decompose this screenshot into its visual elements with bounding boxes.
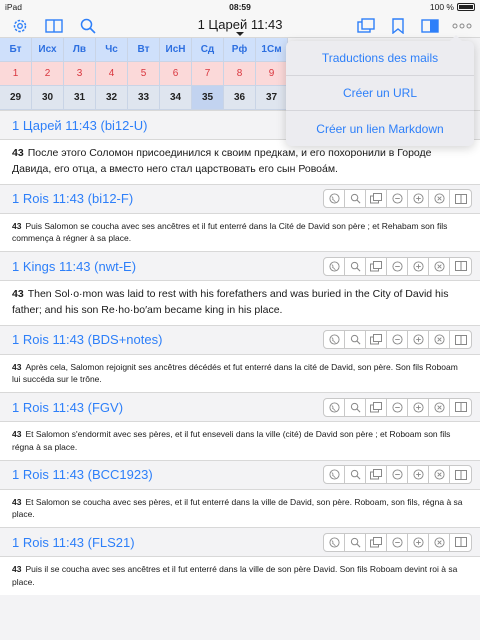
translation-tools [323,257,472,276]
bookmark-icon[interactable] [388,16,408,36]
parallel-view-icon[interactable] [366,190,387,207]
device-name: iPad [5,2,23,12]
book-cell[interactable]: Лв [64,38,96,62]
globe-icon[interactable] [324,190,345,207]
verse-number: 43 [12,288,24,300]
verse-text [0,490,480,528]
verse-text [0,557,480,595]
settings-gear-icon[interactable] [10,16,30,36]
translation-title[interactable]: 1 Rois 11:43 (bi12-F) [12,191,134,206]
plus-icon[interactable] [408,190,429,207]
chapter-cell[interactable]: 7 [192,62,224,86]
book-icon[interactable] [450,466,471,483]
parallel-view-icon[interactable] [366,331,387,348]
chapter-cell[interactable]: 2 [32,62,64,86]
verse-body: Et Salomon se coucha avec ses pères, et il fut enterré dans la ville de David, son père. Roboam, son fils, régna à sa place. [12,496,463,520]
verse-number: 43 [12,220,22,231]
search-icon[interactable] [345,534,366,551]
minus-icon[interactable] [387,399,408,416]
translation-title[interactable]: 1 Kings 11:43 (nwt-E) [12,258,137,274]
parallel-view-icon[interactable] [366,258,387,275]
plus-icon[interactable] [408,466,429,483]
verse-number: 43 [12,147,24,159]
translation-header[interactable] [0,527,480,557]
book-cell[interactable]: Сд [192,38,224,62]
plus-icon[interactable] [408,331,429,348]
menu-item-create-markdown-link[interactable]: Créer un lien Markdown [316,121,444,136]
book-icon[interactable] [450,190,471,207]
verse-text [0,214,480,252]
translation-title[interactable]: 1 Rois 11:43 (FGV) [12,399,124,415]
plus-icon[interactable] [408,258,429,275]
search-icon[interactable] [345,466,366,483]
verse-body: Puis il se coucha avec ses ancêtres et il fut enterré dans la ville de son père David. Son fils Roboam devint roi à sa place. [12,564,458,587]
verse-body: После этого Соломон присоединился к своим предкам, и его похоронили в Городе Давида, его отца, а вместо него стал царствовать его сын Ровоа́м. [12,147,432,175]
battery-icon [457,3,475,11]
book-icon[interactable] [450,331,471,348]
translations-list [0,110,480,595]
chapter-cell[interactable]: 5 [128,62,160,86]
chapter-cell[interactable]: 33 [128,86,160,110]
chapter-cell[interactable]: 31 [64,86,96,110]
verse-text [0,281,480,325]
globe-icon[interactable] [324,399,345,416]
translation-tools [323,533,472,552]
parallel-view-icon[interactable] [366,399,387,416]
translation-title[interactable]: 1 Rois 11:43 (FLS21) [12,534,135,550]
parallel-view-icon[interactable] [356,16,376,36]
minus-icon[interactable] [387,190,408,207]
globe-icon[interactable] [324,534,345,551]
close-icon[interactable] [429,399,450,416]
top-toolbar [0,14,480,38]
verse-number: 43 [12,361,22,372]
book-cell[interactable]: Чс [96,38,128,62]
globe-icon[interactable] [324,466,345,483]
verse-text [0,140,480,184]
parallel-view-icon[interactable] [366,534,387,551]
minus-icon[interactable] [387,466,408,483]
translation-tools [323,330,472,349]
menu-item-create-url[interactable]: Créer un URL [286,76,474,111]
chapter-cell[interactable]: 30 [32,86,64,110]
chapter-cell[interactable]: 32 [96,86,128,110]
close-icon[interactable] [429,331,450,348]
verse-text [0,422,480,460]
chevron-down-icon [236,32,244,36]
globe-icon[interactable] [324,331,345,348]
verse-body: Then Sol·o·mon was laid to rest with his forefathers and was buried in the City of David his father; and his son Re·ho·bo′am became king in his place. [12,288,449,316]
search-icon[interactable] [345,258,366,275]
book-icon[interactable] [44,16,64,36]
more-options-icon[interactable] [452,16,472,36]
close-icon[interactable] [429,534,450,551]
book-icon[interactable] [450,399,471,416]
translation-header[interactable] [0,392,480,422]
status-bar [0,0,480,14]
plus-icon[interactable] [408,399,429,416]
chapter-cell[interactable]: 1 [0,62,32,86]
verse-text [0,355,480,393]
globe-icon[interactable] [324,258,345,275]
chapter-cell[interactable]: 34 [160,86,192,110]
chapter-cell[interactable]: 35 [192,86,224,110]
book-icon[interactable] [450,258,471,275]
book-cell[interactable]: Исх [32,38,64,62]
chapter-cell[interactable]: 3 [64,62,96,86]
translation-header[interactable] [0,460,480,490]
close-icon[interactable] [429,258,450,275]
chapter-cell[interactable]: 9 [256,62,288,86]
book-cell[interactable]: Рф [224,38,256,62]
verse-number: 43 [12,564,22,574]
share-menu [286,41,474,146]
chapter-cell[interactable]: 36 [224,86,256,110]
minus-icon[interactable] [387,258,408,275]
translation-header[interactable] [0,184,480,214]
parallel-view-icon[interactable] [366,466,387,483]
translation-title[interactable]: 1 Царей 11:43 (bi12-U) [12,117,148,133]
translation-tools [323,189,472,208]
search-icon[interactable] [345,399,366,416]
plus-icon[interactable] [408,534,429,551]
menu-item-translations-mail[interactable]: Traductions des mails [286,41,474,76]
book-icon[interactable] [450,534,471,551]
reading-plan-icon[interactable] [420,16,440,36]
battery-percent: 100 % [429,2,454,12]
search-icon[interactable] [345,190,366,207]
chapter-cell[interactable]: 29 [0,86,32,110]
book-cell[interactable]: Вт [128,38,160,62]
translation-header[interactable] [0,325,480,355]
chapter-cell[interactable]: 6 [160,62,192,86]
verse-body: Après cela, Salomon rejoignit ses ancêtres décédés et fut enterré dans la cité de David, son père. Son fils Roboam lui succéda sur le trône. [12,361,458,385]
book-cell[interactable]: Бт [0,38,32,62]
chapter-cell[interactable]: 37 [256,86,288,110]
search-icon[interactable] [78,16,98,36]
book-cell[interactable]: ИсН [160,38,192,62]
verse-number: 43 [12,496,22,507]
verse-body: Et Salomon s'endormit avec ses pères, et il fut enseveli dans la ville (cité) de David son père ; et Roboam son fils régna à sa place. [12,429,451,452]
clock: 08:59 [229,2,251,12]
book-cell[interactable]: 1См [256,38,288,62]
chapter-cell[interactable]: 8 [224,62,256,86]
reference-title-text: 1 Царей 11:43 [197,17,283,32]
minus-icon[interactable] [387,331,408,348]
translation-header[interactable] [0,251,480,281]
close-icon[interactable] [429,190,450,207]
verse-number: 43 [12,429,22,439]
search-icon[interactable] [345,331,366,348]
translation-title[interactable]: 1 Rois 11:43 (BCC1923) [12,467,153,482]
translation-tools [323,465,472,484]
translation-tools [323,398,472,417]
translation-title[interactable]: 1 Rois 11:43 (BDS+notes) [12,332,163,347]
close-icon[interactable] [429,466,450,483]
minus-icon[interactable] [387,534,408,551]
chapter-cell[interactable]: 4 [96,62,128,86]
verse-body: Puis Salomon se coucha avec ses ancêtres et il fut enterré dans la Cité de David son père ; et Rehabam son fils commença à régner à sa place. [12,220,448,244]
